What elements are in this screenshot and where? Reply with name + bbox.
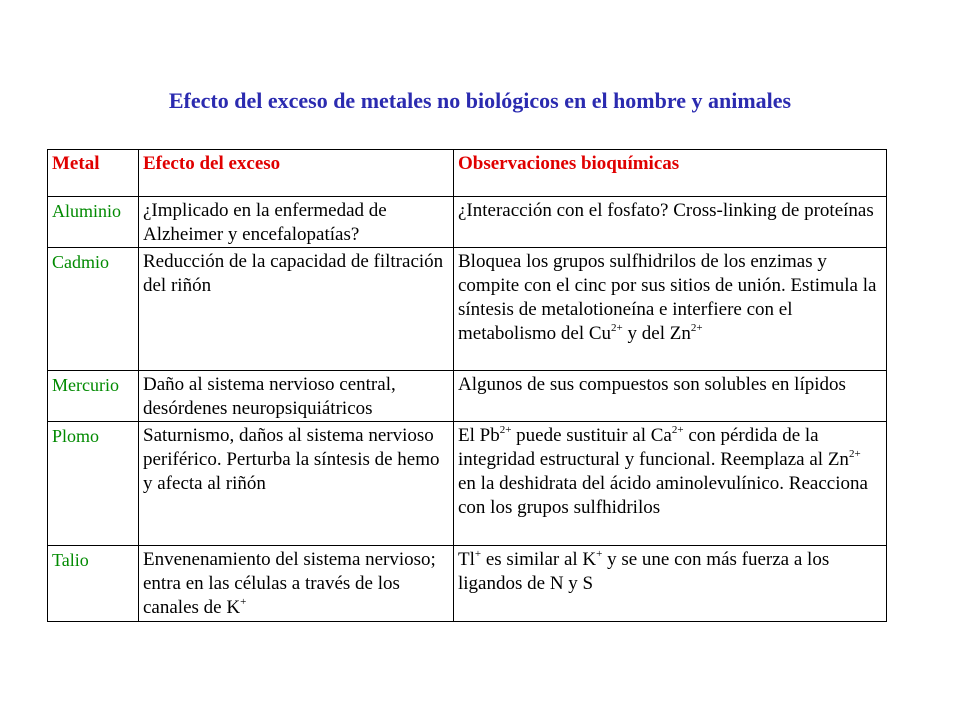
observaciones-cell bbox=[454, 546, 887, 622]
charge-superscript: + bbox=[474, 548, 482, 560]
efecto-cell: Saturnismo, daños al sistema nervioso periférico. Perturba la síntesis de hemo y afecta al riñón bbox=[139, 422, 454, 546]
table-row bbox=[48, 546, 887, 622]
observaciones-cell bbox=[454, 422, 887, 546]
obs-text: Tl bbox=[458, 549, 475, 570]
header-efecto: Efecto del exceso bbox=[139, 150, 454, 197]
efecto-text: Envenenamiento del sistema nervioso; entra en las células a través de los canales de K bbox=[143, 549, 436, 618]
observaciones-cell: ¿Interacción con el fosfato? Cross-linking de proteínas bbox=[454, 197, 887, 248]
obs-text: El Pb bbox=[458, 425, 500, 446]
efecto-cell: Reducción de la capacidad de filtración del riñón bbox=[139, 248, 454, 371]
obs-text: puede sustituir al Ca bbox=[511, 425, 672, 446]
table-row bbox=[48, 371, 887, 422]
charge-superscript: 2+ bbox=[611, 322, 623, 334]
observaciones-cell bbox=[454, 248, 887, 371]
table-row bbox=[48, 197, 887, 248]
header-observaciones: Observaciones bioquímicas bbox=[454, 150, 887, 197]
page-title: Efecto del exceso de metales no biológicos en el hombre y animales bbox=[168, 88, 792, 113]
obs-text: en la deshidrata del ácido aminolevulínico. Reacciona con los grupos sulfhidrilos bbox=[458, 473, 868, 518]
efecto-cell: Daño al sistema nervioso central, desórdenes neuropsiquiátricos bbox=[139, 371, 454, 422]
charge-superscript: 2+ bbox=[690, 322, 703, 334]
efecto-cell: ¿Implicado en la enfermedad de Alzheimer y encefalopatías? bbox=[139, 197, 454, 248]
efecto-cell bbox=[139, 546, 454, 622]
obs-text: Bloquea los grupos sulfhidrilos de los enzimas y compite con el cinc por sus sitios de unión. Estimula la síntesis de metalotioneína e interfiere con el metabolismo del Cu bbox=[458, 251, 877, 344]
metal-cell: Aluminio bbox=[48, 197, 139, 248]
charge-superscript: + bbox=[240, 596, 247, 608]
metals-table bbox=[47, 149, 887, 622]
charge-superscript: 2+ bbox=[499, 424, 512, 436]
observaciones-cell: Algunos de sus compuestos son solubles en lípidos bbox=[454, 371, 887, 422]
metal-cell: Plomo bbox=[48, 422, 139, 546]
metal-cell: Cadmio bbox=[48, 248, 139, 371]
charge-superscript: + bbox=[596, 548, 603, 560]
obs-text: con pérdida de la integridad estructural y funcional. Reemplaza al Zn bbox=[458, 425, 849, 470]
table-row bbox=[48, 248, 887, 371]
header-metal: Metal bbox=[48, 150, 139, 197]
obs-text: es similar al K bbox=[481, 549, 597, 570]
obs-text: y se une con más fuerza a los ligandos de N y S bbox=[458, 549, 830, 594]
charge-superscript: 2+ bbox=[671, 424, 684, 436]
charge-superscript: 2+ bbox=[848, 448, 861, 460]
metal-cell: Mercurio bbox=[48, 371, 139, 422]
table-header-row bbox=[48, 150, 887, 197]
obs-text: y del Zn bbox=[622, 323, 691, 344]
table-row bbox=[48, 422, 887, 546]
metal-cell: Talio bbox=[48, 546, 139, 622]
